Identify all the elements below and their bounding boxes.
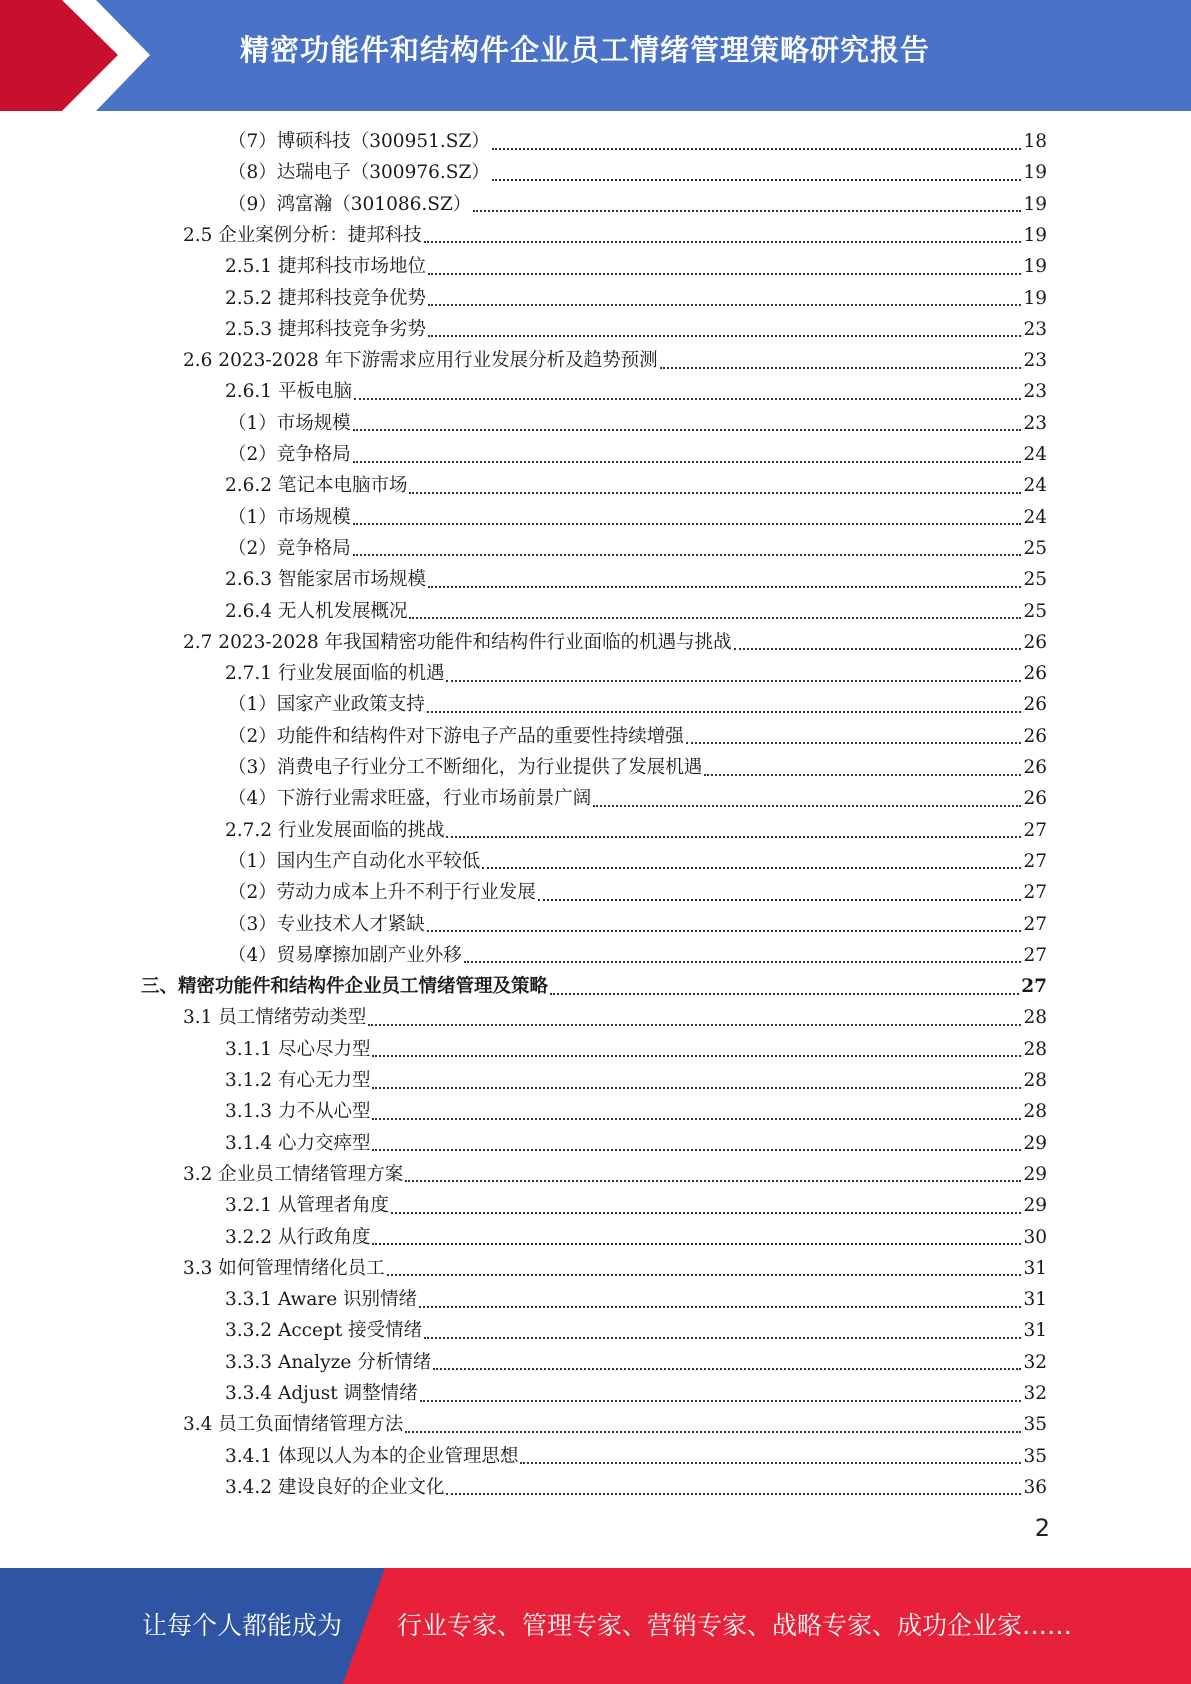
toc-entry[interactable] xyxy=(228,909,1047,940)
toc-entry[interactable] xyxy=(228,157,1047,188)
toc-dot-leader xyxy=(368,1024,1021,1026)
toc-entry-label: （1）市场规模 xyxy=(228,412,351,434)
toc-entry[interactable] xyxy=(225,596,1047,627)
toc-entry[interactable] xyxy=(183,627,1047,658)
toc-entry-page: 27 xyxy=(1023,850,1047,872)
toc-entry-label: 2.7.2 行业发展面临的挑战 xyxy=(225,819,445,841)
toc-dot-leader xyxy=(424,1337,1021,1339)
toc-dot-leader xyxy=(433,1368,1021,1370)
toc-entry-label: 2.5.1 捷邦科技市场地位 xyxy=(225,256,426,278)
toc-dot-leader xyxy=(353,461,1022,463)
toc-entry-page: 29 xyxy=(1023,1195,1047,1217)
toc-entry-label: 3.1.4 心力交瘁型 xyxy=(225,1132,371,1154)
toc-entry-page: 31 xyxy=(1023,1257,1047,1279)
toc-entry-label: 3.1.2 有心无力型 xyxy=(225,1070,371,1091)
toc-entry-label: 2.6.1 平板电脑 xyxy=(225,381,352,403)
toc-entry-label: 三、精密功能件和结构件企业员工情绪管理及策略 xyxy=(141,976,549,998)
toc-entry-label: 2.7.1 行业发展面临的机遇 xyxy=(225,663,445,685)
toc-entry[interactable] xyxy=(228,408,1047,439)
toc-entry[interactable] xyxy=(225,1347,1047,1378)
footer-slogan-right: 行业专家、管理专家、营销专家、战略专家、成功企业家…… xyxy=(397,1611,1073,1640)
toc-dot-leader xyxy=(427,930,1022,932)
toc-dot-leader xyxy=(372,1087,1021,1089)
toc-entry-label: 3.4.1 体现以人为本的企业管理思想 xyxy=(225,1445,519,1467)
toc-entry-label: （1）国家产业政策支持 xyxy=(228,694,425,716)
toc-entry-label: （2）竞争格局 xyxy=(228,537,351,559)
toc-entry-label: 2.5.2 捷邦科技竞争优势 xyxy=(225,287,426,309)
toc-entry[interactable] xyxy=(225,1315,1047,1346)
toc-entry[interactable] xyxy=(225,564,1047,595)
toc-entry-label: （4）下游行业需求旺盛，行业市场前景广阔 xyxy=(228,788,592,810)
toc-entry-label: 3.3.4 Adjust 调整情绪 xyxy=(225,1383,418,1404)
toc-entry-label: （3）消费电子行业分工不断细化，为行业提供了发展机遇 xyxy=(228,757,703,778)
toc-dot-leader xyxy=(492,179,1022,181)
toc-entry[interactable] xyxy=(225,1378,1047,1409)
toc-entry-label: 2.6.3 智能家居市场规模 xyxy=(225,569,426,591)
toc-entry-page: 24 xyxy=(1023,506,1047,528)
toc-entry-label: （1）市场规模 xyxy=(228,506,351,528)
toc-entry[interactable] xyxy=(228,689,1047,720)
toc-entry-page: 27 xyxy=(1023,944,1047,966)
toc-entry-label: （4）贸易摩擦加剧产业外移 xyxy=(228,944,462,966)
toc-entry[interactable] xyxy=(228,783,1047,814)
toc-entry[interactable] xyxy=(228,439,1047,470)
toc-dot-leader xyxy=(704,774,1021,776)
toc-dot-leader xyxy=(353,523,1022,525)
toc-entry-label: 3.2 企业员工情绪管理方案 xyxy=(183,1163,404,1185)
toc-entry[interactable] xyxy=(228,502,1047,533)
toc-entry-label: 3.4 员工负面情绪管理方法 xyxy=(183,1414,404,1436)
toc-dot-leader xyxy=(409,492,1021,494)
toc-dot-leader xyxy=(353,429,1022,431)
toc-entry-label: 2.6.4 无人机发展概况 xyxy=(225,600,408,622)
toc-entry[interactable] xyxy=(225,1190,1047,1221)
toc-dot-leader xyxy=(409,617,1021,619)
toc-entry-page: 23 xyxy=(1023,318,1047,340)
toc-entry[interactable] xyxy=(183,220,1047,251)
toc-entry-page: 28 xyxy=(1023,1007,1047,1029)
toc-entry-label: 3.3.3 Analyze 分析情绪 xyxy=(225,1351,432,1373)
toc-entry-page: 24 xyxy=(1023,444,1047,465)
toc-entry-page: 25 xyxy=(1023,600,1047,622)
toc-entry-label: （9）鸿富瀚（301086.SZ） xyxy=(228,193,472,215)
toc-dot-leader xyxy=(419,1306,1021,1308)
toc-entry-label: （1）国内生产自动化水平较低 xyxy=(228,850,481,872)
toc-entry-label: 2.5 企业案例分析：捷邦科技 xyxy=(183,224,422,246)
toc-entry-page: 29 xyxy=(1023,1132,1047,1154)
toc-dot-leader xyxy=(593,805,1021,807)
toc-entry[interactable] xyxy=(183,1409,1047,1440)
toc-entry[interactable] xyxy=(183,1002,1047,1033)
toc-dot-leader xyxy=(405,1431,1021,1433)
footer-slogan-left: 让每个人都能成为 xyxy=(142,1611,343,1640)
toc-entry-label: 2.6 2023-2028 年下游需求应用行业发展分析及趋势预测 xyxy=(183,350,658,372)
page-number: 2 xyxy=(1034,1514,1050,1542)
toc-entry-page: 19 xyxy=(1023,193,1047,215)
toc-dot-leader xyxy=(734,648,1022,650)
toc-dot-leader xyxy=(446,680,1021,682)
toc-dot-leader xyxy=(427,711,1022,713)
toc-entry-page: 31 xyxy=(1023,1320,1047,1342)
toc-entry-label: 3.3.2 Accept 接受情绪 xyxy=(225,1320,423,1342)
toc-dot-leader xyxy=(391,1212,1021,1214)
toc-entry[interactable] xyxy=(228,846,1047,877)
toc-entry[interactable] xyxy=(228,752,1047,783)
toc-entry-page: 19 xyxy=(1023,287,1047,309)
toc-entry-page: 27 xyxy=(1023,882,1047,904)
toc-entry-page: 19 xyxy=(1023,256,1047,278)
toc-entry-page: 23 xyxy=(1023,381,1047,403)
toc-entry-label: （3）专业技术人才紧缺 xyxy=(228,913,425,935)
toc-entry-page: 23 xyxy=(1023,350,1047,372)
toc-entry-page: 25 xyxy=(1023,569,1047,591)
toc-entry-page: 27 xyxy=(1023,819,1047,841)
toc-dot-leader xyxy=(372,1118,1021,1120)
toc-entry[interactable] xyxy=(228,940,1047,971)
toc-entry[interactable] xyxy=(228,877,1047,908)
toc-dot-leader xyxy=(446,836,1021,838)
toc-entry-label: 3.3.1 Aware 识别情绪 xyxy=(225,1289,418,1311)
toc-dot-leader xyxy=(464,961,1022,963)
toc-entry[interactable] xyxy=(183,345,1047,376)
toc-dot-leader xyxy=(428,304,1021,306)
toc-dot-leader xyxy=(372,1055,1021,1057)
toc-entry[interactable] xyxy=(225,314,1047,345)
toc-dot-leader xyxy=(372,1149,1021,1151)
toc-entry-label: （7）博硕科技（300951.SZ） xyxy=(228,131,490,152)
page-header xyxy=(0,0,1191,111)
toc-entry-label: （2）竞争格局 xyxy=(228,444,351,465)
toc-entry[interactable] xyxy=(225,1096,1047,1127)
toc-entry-label: 3.3 如何管理情绪化员工 xyxy=(183,1257,385,1279)
toc-entry-page: 35 xyxy=(1023,1414,1047,1436)
toc-entry-label: 3.2.2 从行政角度 xyxy=(225,1226,371,1248)
toc-entry-label: （8）达瑞电子（300976.SZ） xyxy=(228,162,490,184)
toc-entry-page: 36 xyxy=(1023,1476,1047,1498)
toc-entry[interactable] xyxy=(228,126,1047,157)
toc-entry-label: （2）功能件和结构件对下游电子产品的重要性持续增强 xyxy=(228,725,684,747)
toc-dot-leader xyxy=(405,1180,1021,1182)
toc-entry-page: 19 xyxy=(1023,162,1047,184)
toc-entry-page: 25 xyxy=(1023,537,1047,559)
toc-entry-page: 27 xyxy=(1023,913,1047,935)
toc-entry-page: 18 xyxy=(1023,131,1047,152)
toc-dot-leader xyxy=(354,398,1022,400)
toc-dot-leader xyxy=(492,148,1022,150)
toc-entry[interactable] xyxy=(183,1253,1047,1284)
toc-dot-leader xyxy=(482,867,1021,869)
toc-entry[interactable] xyxy=(225,1441,1047,1472)
toc-entry-page: 32 xyxy=(1023,1383,1047,1404)
toc-entry[interactable] xyxy=(225,815,1047,846)
toc-entry-label: 3.1 员工情绪劳动类型 xyxy=(183,1007,367,1029)
page-footer xyxy=(0,1568,1191,1684)
toc-dot-leader xyxy=(428,273,1021,275)
toc-dot-leader xyxy=(372,1243,1021,1245)
toc-dot-leader xyxy=(428,335,1021,337)
toc-entry-page: 26 xyxy=(1023,663,1047,685)
toc-entry[interactable] xyxy=(141,971,1047,1002)
toc-dot-leader xyxy=(660,367,1022,369)
toc-dot-leader xyxy=(520,1462,1021,1464)
toc-dot-leader xyxy=(420,1400,1022,1402)
toc-entry-label: （2）劳动力成本上升不利于行业发展 xyxy=(228,882,536,904)
toc-entry-label: 3.1.1 尽心尽力型 xyxy=(225,1038,371,1060)
toc-dot-leader xyxy=(446,1493,1021,1495)
toc-entry-page: 26 xyxy=(1023,725,1047,747)
toc-entry[interactable] xyxy=(183,1159,1047,1190)
toc-entry-page: 28 xyxy=(1023,1070,1047,1091)
toc-entry[interactable] xyxy=(225,1284,1047,1315)
toc-entry-label: 2.5.3 捷邦科技竞争劣势 xyxy=(225,318,426,340)
toc-dot-leader xyxy=(387,1274,1022,1276)
toc-entry-page: 28 xyxy=(1023,1038,1047,1060)
toc-entry[interactable] xyxy=(225,658,1047,689)
toc-entry[interactable] xyxy=(225,1472,1047,1503)
toc-entry-page: 23 xyxy=(1023,412,1047,434)
toc-entry[interactable] xyxy=(228,533,1047,564)
document-title: 精密功能件和结构件企业员工情绪管理策略研究报告 xyxy=(240,33,931,67)
toc-entry-label: 3.1.3 力不从心型 xyxy=(225,1101,371,1123)
toc-entry-page: 26 xyxy=(1023,757,1047,778)
toc-entry[interactable] xyxy=(225,251,1047,282)
toc-entry-label: 3.4.2 建设良好的企业文化 xyxy=(225,1476,445,1498)
toc-entry-page: 27 xyxy=(1021,976,1047,998)
toc-entry[interactable] xyxy=(228,189,1047,220)
toc-entry-page: 26 xyxy=(1023,631,1047,653)
toc-dot-leader xyxy=(473,210,1021,212)
toc-entry-page: 19 xyxy=(1023,224,1047,246)
toc-entry-page: 28 xyxy=(1023,1101,1047,1123)
toc-entry-page: 29 xyxy=(1023,1163,1047,1185)
toc-dot-leader xyxy=(428,586,1021,588)
toc-entry-page: 26 xyxy=(1023,788,1047,810)
toc-entry[interactable] xyxy=(225,1128,1047,1159)
toc-entry-page: 30 xyxy=(1023,1226,1047,1248)
toc-entry-page: 26 xyxy=(1023,694,1047,716)
toc-entry-label: 2.7 2023-2028 年我国精密功能件和结构件行业面临的机遇与挑战 xyxy=(183,631,732,653)
toc-entry[interactable] xyxy=(225,1034,1047,1065)
toc-entry-label: 3.2.1 从管理者角度 xyxy=(225,1195,389,1217)
toc-entry-page: 35 xyxy=(1023,1445,1047,1467)
toc-dot-leader xyxy=(538,899,1022,901)
toc-entry[interactable] xyxy=(225,283,1047,314)
toc-dot-leader xyxy=(353,554,1022,556)
toc-entry[interactable] xyxy=(225,1065,1047,1096)
toc-entry-page: 24 xyxy=(1023,475,1047,497)
toc-entry[interactable] xyxy=(225,376,1047,407)
toc-dot-leader xyxy=(424,241,1022,243)
toc-dot-leader xyxy=(686,742,1022,744)
toc-entry[interactable] xyxy=(225,470,1047,501)
toc-entry[interactable] xyxy=(228,721,1047,752)
toc-dot-leader xyxy=(550,993,1019,995)
toc-entry-page: 31 xyxy=(1023,1289,1047,1311)
toc-entry-label: 2.6.2 笔记本电脑市场 xyxy=(225,475,408,497)
toc-entry-page: 32 xyxy=(1023,1351,1047,1373)
toc-entry[interactable] xyxy=(225,1222,1047,1253)
